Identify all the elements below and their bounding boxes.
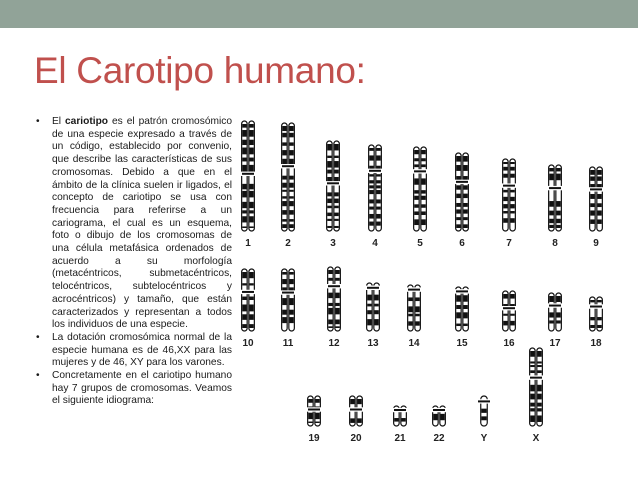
bullet-dot: • [36, 116, 40, 127]
chromosome-label: Y [480, 433, 488, 444]
bullet-text: Concretamente en el cariotipo humano hay 7 grupos de cromosomas. Veamos el siguiente idiograma: [52, 370, 232, 407]
chromosome-8 [547, 165, 563, 249]
chromosome-6 [454, 153, 470, 249]
bullet-text-prefix: El [52, 116, 66, 127]
bullet-item-groups [36, 370, 232, 408]
bullet-text: La dotación cromosómica normal de la especie humana es de 46,XX para las mujeres y de 46, XY para los varones. [52, 331, 232, 369]
chromosome-21 [392, 406, 408, 444]
karyotype-idiogram [236, 110, 618, 464]
chromosome-label: 17 [549, 338, 561, 349]
chromosome-label: 13 [367, 338, 379, 349]
chromosome-11 [280, 269, 296, 349]
top-accent-bar [0, 0, 638, 28]
bullet-item-chromosome-count [36, 332, 232, 370]
chromosome-label: 3 [330, 238, 336, 249]
chromosome-label: 10 [242, 338, 254, 349]
chromosome-label: 9 [593, 238, 599, 249]
chromosome-20 [348, 396, 364, 444]
chromosome-label: 2 [285, 238, 291, 249]
bullet-list [36, 116, 232, 408]
chromosome-3 [325, 141, 341, 249]
chromosome-13 [365, 283, 381, 349]
chromosome-label: 20 [350, 433, 362, 444]
chromosome-16 [501, 291, 517, 349]
chromosome-2 [280, 123, 296, 249]
chromosome-label: 22 [433, 433, 445, 444]
bullet-text: es el patrón cromosómico de una especie expresado a través de un código, establecido por convenio, que describe las características de sus cromosomas. Debido a que en el ámbito de la clínica suelen ir ligados, el concepto de cariotipo se usa con frecuencia para referirse a un cariograma, el cual es un esquema, foto o dibujo de los cromosomas de una célula metafásica ordenados de acuerdo a su morfología (metacéntricos, submetacéntricos, telocéntricos, subtelocéntricos y acrocéntricos) y tamaño, que están caracterizados y representan a todos los individuos de una especie. [52, 116, 232, 331]
chromosome-15 [454, 287, 470, 349]
chromosome-X [528, 348, 544, 444]
chromosome-12 [326, 267, 342, 349]
chromosome-label: 8 [552, 238, 558, 249]
chromosome-7 [501, 159, 517, 249]
bullet-dot: • [36, 331, 40, 343]
chromosome-label: 19 [308, 433, 320, 444]
chromosome-label: 5 [417, 238, 423, 249]
chromosome-Y [476, 396, 492, 444]
chromosome-4 [367, 145, 383, 249]
chromosome-label: 12 [328, 338, 340, 349]
chromosome-label: X [532, 433, 540, 444]
chromosome-label: 21 [394, 433, 406, 444]
chromosome-18 [588, 297, 604, 349]
chromosome-22 [431, 406, 447, 444]
bullet-term-cariotipo: cariotipo [65, 116, 109, 127]
karyotype-figure [236, 110, 618, 464]
chromosome-label: 18 [590, 338, 602, 349]
chromosome-17 [547, 293, 563, 349]
chromosome-label: 6 [459, 238, 465, 249]
chromosome-9 [588, 167, 604, 249]
chromosome-19 [306, 396, 322, 444]
chromosome-10 [240, 269, 256, 349]
chromosome-label: 11 [282, 338, 294, 349]
chromosome-label: 16 [503, 338, 515, 349]
chromosome-1 [240, 121, 256, 249]
slide-title: El Carotipo humano: [34, 50, 366, 91]
chromosome-label: 7 [506, 238, 512, 249]
chromosome-14 [406, 285, 422, 349]
chromosome-label: 15 [456, 338, 468, 349]
bullet-item-karyotype-definition [36, 116, 232, 332]
chromosome-5 [412, 147, 428, 249]
bullet-dot: • [36, 370, 40, 382]
chromosome-label: 1 [245, 238, 251, 249]
chromosome-label: 14 [408, 338, 420, 349]
chromosome-label: 4 [372, 238, 378, 249]
